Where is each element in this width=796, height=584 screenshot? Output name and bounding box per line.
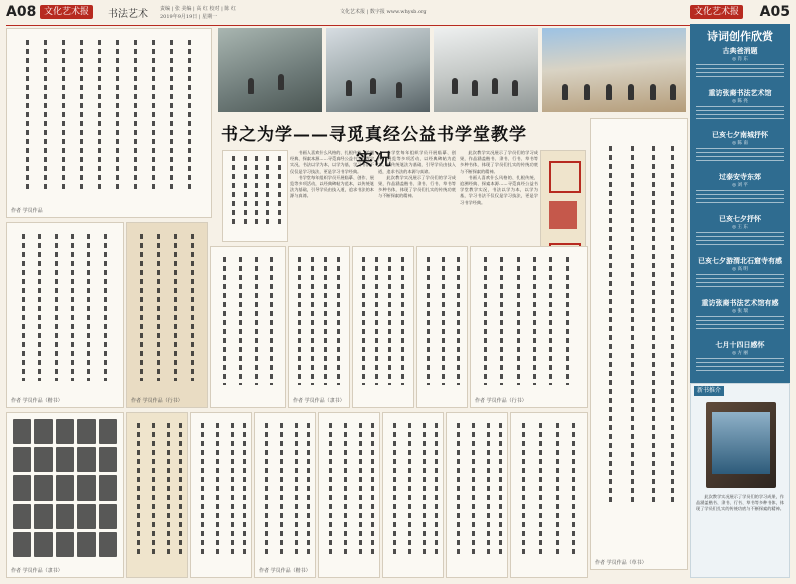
caption: 作者 学员作品（行书） bbox=[475, 398, 527, 404]
poem-author: ◎ 陈 南 bbox=[732, 141, 748, 146]
page-number-left: A08 bbox=[6, 4, 37, 20]
calligraphy-work-top-left bbox=[6, 28, 212, 218]
caption: 作者 学员作品（隶书） bbox=[11, 568, 63, 574]
article-column-3 bbox=[460, 150, 538, 242]
poem-text bbox=[696, 106, 784, 120]
poem-entry bbox=[696, 340, 784, 372]
calligraphy-work-bottom-1 bbox=[6, 412, 124, 578]
poem-text bbox=[696, 274, 784, 288]
photo-class-1 bbox=[218, 28, 322, 112]
book-text: 此次教学实况展示了学员们的学习成果，作品涵盖楷书、隶书、行书、草书等多种书体，体现了学员们扎实的传统功底与不断探索的精神。 bbox=[696, 494, 784, 512]
poem-text bbox=[696, 232, 784, 246]
calligraphy-work-mid-6 bbox=[416, 246, 468, 408]
article-column-2 bbox=[378, 150, 456, 242]
poem-author: ◎ 方 丽 bbox=[732, 351, 748, 356]
calligraphy-work-tall-right bbox=[590, 118, 688, 570]
poem-entry bbox=[696, 256, 784, 288]
calligraphy-work-bottom-3 bbox=[190, 412, 252, 578]
calligraphy-work-bottom-4 bbox=[254, 412, 316, 578]
article-headline: 书之为学——寻觅真经公益书学堂教学实况 bbox=[221, 125, 527, 170]
poem-text bbox=[696, 190, 784, 204]
poem-entry bbox=[696, 130, 784, 162]
poem-author: ◎ 肖 东 bbox=[732, 57, 748, 62]
editors-line: 责编 | 张 美编 | 高 红 校对 | 陈 红 bbox=[160, 6, 236, 12]
calligraphy-work-bottom-7 bbox=[446, 412, 508, 578]
book-label: 新书推介 bbox=[694, 386, 724, 396]
poem-title: 重访张裔书法艺术馆有感 bbox=[701, 298, 779, 307]
article-paragraph: 书画人喜欢什么风格的、扎根传统、追溯经典、探索本源……寻觅真经公益书学堂教学实况，书法以学为本，以学为基，学习书法不仅仅是学习技法，更是学习书学经典。 bbox=[460, 174, 538, 205]
caption: 作者 学员作品（楷书） bbox=[259, 568, 311, 574]
book-cover-image bbox=[706, 402, 776, 488]
poem-entry bbox=[696, 46, 784, 78]
article-paragraph: 书学堂每年组织学员开展临摹、创作、展览等多项活动，以经典碑帖为范本，以传统笔法为基础，引导学员由技入道，追求书法的本源与真谛。 bbox=[378, 150, 456, 174]
caption: 作者 学员作品（隶书） bbox=[293, 398, 345, 404]
poem-title: 已亥七夕游渭北石窟寺有感 bbox=[698, 256, 782, 265]
photo-class-2 bbox=[326, 28, 430, 112]
page-number-right: A05 bbox=[759, 4, 790, 20]
article-column-1 bbox=[290, 150, 374, 242]
header-rule bbox=[6, 25, 790, 26]
newspaper-logo: 文化艺术报 bbox=[40, 5, 93, 19]
calligraphy-work-mid-1 bbox=[6, 222, 124, 408]
newspaper-logo-right: 文化艺术报 bbox=[690, 5, 743, 19]
poem-author: ◎ 高 明 bbox=[732, 267, 748, 272]
poem-author: ◎ 张 瑞 bbox=[732, 309, 748, 314]
section-title: 书法艺术 bbox=[108, 9, 148, 20]
poem-title: 过泰安寺东郊 bbox=[719, 172, 761, 181]
poem-entry bbox=[696, 88, 784, 120]
poem-author: ◎ 陈 亮 bbox=[732, 99, 748, 104]
photo-class-3 bbox=[434, 28, 538, 112]
caption: 作者 学员作品 bbox=[11, 208, 43, 214]
article-paragraph: 此次教学实况展示了学员们的学习成果，作品涵盖楷书、隶书、行书、草书等多种书体，体现了学员们扎实的传统功底与不断探索的精神。 bbox=[378, 174, 456, 199]
date-line: 2019年9月19日 | 星期一 bbox=[160, 14, 218, 20]
calligraphy-work-bottom-6 bbox=[382, 412, 444, 578]
book-description bbox=[696, 494, 784, 574]
calligraphy-work-mid-7 bbox=[470, 246, 588, 408]
calligraphy-work-bottom-5 bbox=[318, 412, 380, 578]
calligraphy-work-mid-5 bbox=[352, 246, 414, 408]
poem-author: ◎ 王 东 bbox=[732, 225, 748, 230]
center-header-text: 文化艺术报 | 数字报 www.whysb.org bbox=[340, 9, 427, 15]
caption: 作者 学员作品（行书） bbox=[131, 398, 183, 404]
article-paragraph: 此次教学实况展示了学员们的学习成果，作品涵盖楷书、隶书、行书、草书等多种书体，体现了学员们扎实的传统功底与不断探索的精神。 bbox=[460, 150, 538, 174]
poem-entry bbox=[696, 172, 784, 204]
article-paragraph: 书画人喜欢什么风格的、扎根传统、追溯经典、探索本源……寻觅真经公益书学堂教学实况，书法以学为本，以学为基，学习书法不仅仅是学习技法，更是学习书学经典。 bbox=[290, 150, 374, 174]
poem-text bbox=[696, 148, 784, 162]
poetry-sidebar bbox=[690, 24, 790, 384]
poem-title: 七月十四日感怀 bbox=[715, 340, 765, 349]
poem-entry bbox=[696, 298, 784, 330]
article-paragraph: 书学堂每年组织学员开展临摹、创作、展览等多项活动，以经典碑帖为范本，以传统笔法为基础，引导学员由技入道，追求书法的本源与真谛。 bbox=[290, 174, 374, 199]
poem-author: ◎ 刘 平 bbox=[732, 183, 748, 188]
photo-class-4 bbox=[542, 28, 686, 112]
poem-title: 已亥七夕抒怀 bbox=[719, 214, 761, 223]
poem-text bbox=[696, 358, 784, 372]
poem-title: 已亥七夕南城抒怀 bbox=[712, 130, 768, 139]
poem-title: 古典爸消题 bbox=[722, 46, 758, 55]
caption: 作者 学员作品（草书） bbox=[595, 560, 647, 566]
calligraphy-work-bottom-2 bbox=[126, 412, 188, 578]
calligraphy-work-mid-4 bbox=[288, 246, 350, 408]
calligraphy-work-center bbox=[222, 150, 288, 242]
poem-text bbox=[696, 64, 784, 78]
poem-title: 重访张裔书法艺术馆 bbox=[708, 88, 772, 97]
calligraphy-work-mid-2 bbox=[126, 222, 208, 408]
caption: 作者 学员作品（楷书） bbox=[11, 398, 63, 404]
poem-entry bbox=[696, 214, 784, 246]
calligraphy-work-bottom-8 bbox=[510, 412, 588, 578]
calligraphy-work-mid-3 bbox=[210, 246, 286, 408]
sidebar-title: 诗词创作欣赏 bbox=[707, 30, 773, 43]
poem-text bbox=[696, 316, 784, 330]
